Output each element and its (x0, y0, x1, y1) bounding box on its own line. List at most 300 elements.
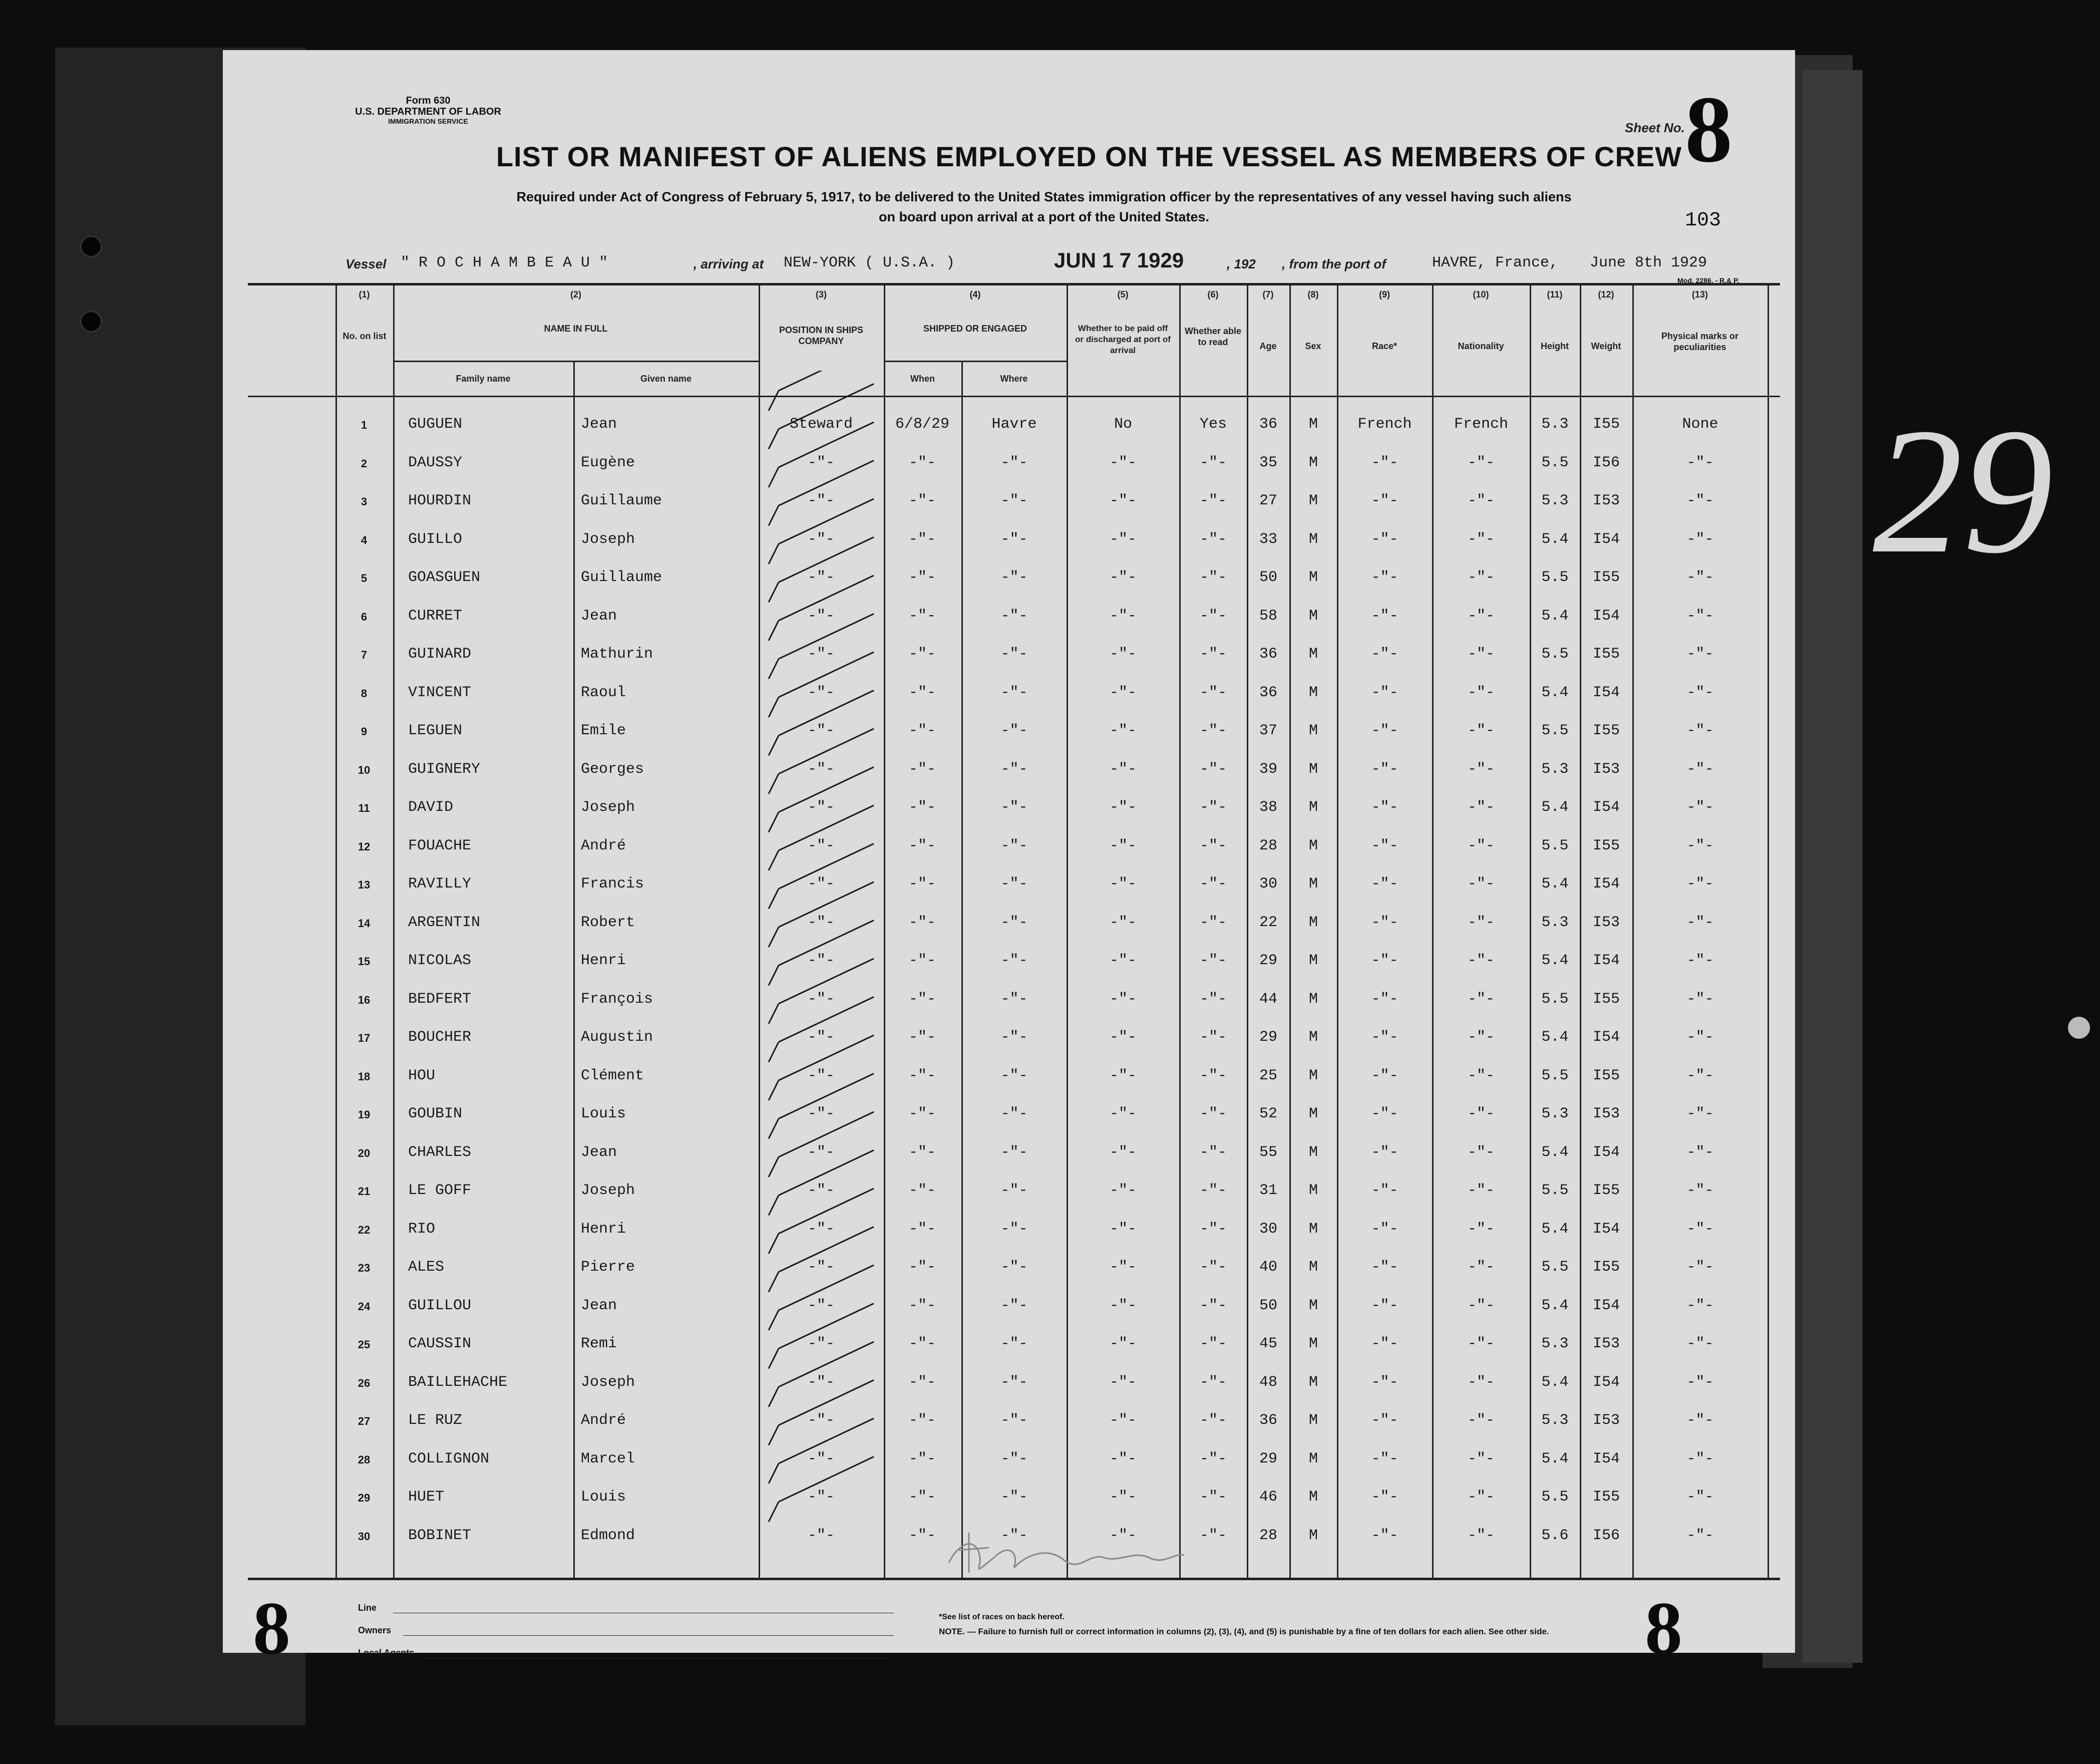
header-no-on-list: No. on list (342, 331, 387, 341)
table-top-rule (248, 283, 1780, 285)
underlying-sheet-right-edge (1803, 70, 1863, 1663)
cell-family: LE GOFF (408, 1182, 472, 1199)
row-number: 17 (358, 1032, 371, 1044)
cell-family: BOBINET (408, 1527, 472, 1544)
cell-weight: I55 (1592, 646, 1620, 663)
cell-paid: -"- (1109, 1335, 1137, 1352)
cell-given: Francis (581, 875, 644, 893)
cell-race: -"- (1371, 492, 1398, 509)
cell-when: -"- (908, 1143, 936, 1161)
cell-position: -"- (807, 492, 835, 509)
check-mark (769, 691, 874, 756)
subheader-rule (393, 361, 759, 362)
cell-race: -"- (1371, 454, 1398, 471)
cell-family: LEGUEN (408, 722, 463, 739)
cell-weight: I55 (1592, 416, 1620, 433)
cell-age: 28 (1259, 837, 1277, 854)
cell-where: -"- (1000, 1182, 1028, 1199)
cell-position: -"- (807, 837, 835, 854)
header-race: Race* (1371, 341, 1397, 351)
cell-where: -"- (1000, 1105, 1028, 1122)
check-mark (769, 575, 874, 641)
cell-read: -"- (1199, 1489, 1227, 1506)
cell-read: -"- (1199, 914, 1227, 931)
cell-age: 29 (1259, 952, 1277, 969)
cell-marks: -"- (1686, 1105, 1714, 1122)
cell-where: -"- (1000, 684, 1028, 701)
cell-given: Jean (581, 1143, 617, 1161)
cell-read: -"- (1199, 990, 1227, 1008)
cell-weight: I53 (1592, 760, 1620, 778)
cell-nat: -"- (1467, 875, 1495, 893)
cell-paid: -"- (1109, 837, 1137, 854)
cell-position: -"- (807, 1412, 835, 1429)
col-rule (573, 361, 575, 1578)
cell-nat: -"- (1467, 1259, 1495, 1276)
header-able-read: Whether able to read (1184, 326, 1242, 347)
header-position: POSITION IN SHIPS COMPANY (779, 325, 864, 346)
cell-height: 5.5 (1541, 1259, 1569, 1276)
cell-position: -"- (807, 990, 835, 1008)
row-number: 5 (361, 572, 368, 584)
check-mark (769, 652, 874, 717)
cell-race: -"- (1371, 1105, 1398, 1122)
cell-where: -"- (1000, 990, 1028, 1008)
cell-height: 5.4 (1541, 607, 1569, 625)
cell-race: -"- (1371, 1450, 1398, 1467)
row-number: 26 (358, 1376, 371, 1389)
row-number: 2 (361, 457, 368, 470)
col-num: (11) (1547, 289, 1563, 300)
cell-where: -"- (1000, 1527, 1028, 1544)
vessel-label: Vessel (345, 256, 387, 271)
row-number: 23 (358, 1262, 371, 1274)
cell-marks: -"- (1686, 1067, 1714, 1084)
row-number: 12 (358, 840, 371, 853)
cell-age: 40 (1259, 1259, 1277, 1276)
line-label: Line (358, 1603, 377, 1613)
cell-when: -"- (908, 1527, 936, 1544)
cell-when: -"- (908, 1067, 936, 1084)
row-number: 7 (361, 649, 368, 661)
cell-nat: -"- (1467, 760, 1495, 778)
cell-given: André (581, 837, 626, 854)
cell-paid: -"- (1109, 1143, 1137, 1161)
cell-paid: -"- (1109, 1412, 1137, 1429)
arrival-date-stamp: JUN 1 7 1929 (1054, 248, 1184, 272)
cell-paid: -"- (1109, 530, 1137, 548)
cell-height: 5.4 (1541, 530, 1569, 548)
cell-where: -"- (1000, 1029, 1028, 1046)
cell-when: -"- (908, 722, 936, 739)
col-rule (1768, 283, 1769, 1578)
cell-paid: -"- (1109, 684, 1137, 701)
cell-where: -"- (1000, 1373, 1028, 1391)
cell-given: Joseph (581, 1182, 635, 1199)
cell-read: -"- (1199, 646, 1227, 663)
cell-where: -"- (1000, 1143, 1028, 1161)
cell-read: -"- (1199, 722, 1227, 739)
check-mark (769, 805, 874, 870)
cell-age: 30 (1259, 875, 1277, 893)
cell-where: -"- (1000, 607, 1028, 625)
cell-position: -"- (807, 1335, 835, 1352)
cell-sex: M (1308, 1259, 1318, 1276)
cell-paid: -"- (1109, 1067, 1137, 1084)
punch-hole (80, 235, 102, 257)
cell-family: ALES (408, 1259, 445, 1276)
cell-family: GUILLO (408, 530, 463, 548)
cell-read: -"- (1199, 1029, 1227, 1046)
cell-marks: -"- (1686, 607, 1714, 625)
cell-sex: M (1308, 1297, 1318, 1314)
cell-nat: -"- (1467, 684, 1495, 701)
row-number: 1 (361, 419, 368, 431)
cell-height: 5.3 (1541, 914, 1569, 931)
cell-given: André (581, 1412, 626, 1429)
cell-when: -"- (908, 875, 936, 893)
cell-position: -"- (807, 607, 835, 625)
owners-field (403, 1635, 894, 1636)
races-note: *See list of races on back hereof. (939, 1613, 1065, 1621)
cell-weight: I55 (1592, 569, 1620, 586)
cell-position: Steward (789, 416, 853, 433)
check-mark (769, 1074, 874, 1139)
form-number: Form 630 (406, 95, 451, 106)
cell-sex: M (1308, 837, 1318, 854)
row-number: 29 (358, 1492, 371, 1504)
col-num: (12) (1598, 289, 1614, 300)
cell-given: Marcel (581, 1450, 635, 1467)
cell-sex: M (1308, 1067, 1318, 1084)
cell-age: 46 (1259, 1489, 1277, 1506)
cell-given: Jean (581, 416, 617, 433)
check-mark (769, 537, 874, 603)
cell-read: -"- (1199, 1297, 1227, 1314)
cell-race: -"- (1371, 684, 1398, 701)
position-check-marks (764, 371, 884, 1573)
page-title: LIST OR MANIFEST OF ALIENS EMPLOYED ON THE VESSEL AS MEMBERS OF CREW (496, 141, 1682, 172)
arriving-label: , arriving at (693, 256, 764, 271)
cell-sex: M (1308, 1527, 1318, 1544)
cell-sex: M (1308, 1335, 1318, 1352)
row-number: 19 (358, 1108, 371, 1121)
check-mark (769, 1189, 874, 1254)
cell-family: NICOLAS (408, 952, 472, 969)
cell-paid: -"- (1109, 646, 1137, 663)
cell-family: GOUBIN (408, 1105, 463, 1122)
cell-paid: -"- (1109, 1029, 1137, 1046)
cell-nat: -"- (1467, 990, 1495, 1008)
cell-given: Joseph (581, 1373, 635, 1391)
cell-where: -"- (1000, 799, 1028, 816)
cell-race: -"- (1371, 1182, 1398, 1199)
cell-paid: -"- (1109, 990, 1137, 1008)
cell-read: -"- (1199, 799, 1227, 816)
cell-family: GUILLOU (408, 1297, 472, 1314)
cell-height: 5.5 (1541, 1489, 1569, 1506)
check-mark (769, 422, 874, 487)
cell-position: -"- (807, 722, 835, 739)
cell-age: 36 (1259, 684, 1277, 701)
cell-given: Henri (581, 952, 626, 969)
cell-age: 35 (1259, 454, 1277, 471)
cell-where: -"- (1000, 1335, 1028, 1352)
cell-nat: -"- (1467, 492, 1495, 509)
cell-when: -"- (908, 607, 936, 625)
cell-age: 28 (1259, 1527, 1277, 1544)
cell-family: FOUACHE (408, 837, 472, 854)
cell-position: -"- (807, 1029, 835, 1046)
cell-position: -"- (807, 1259, 835, 1276)
cell-height: 5.4 (1541, 1220, 1569, 1238)
row-number: 14 (358, 917, 371, 930)
cell-where: -"- (1000, 1297, 1028, 1314)
cell-nat: -"- (1467, 1029, 1495, 1046)
cell-nat: -"- (1467, 569, 1495, 586)
cell-height: 5.4 (1541, 875, 1569, 893)
cell-race: -"- (1371, 875, 1398, 893)
cell-where: -"- (1000, 1259, 1028, 1276)
cell-read: -"- (1199, 492, 1227, 509)
row-number: 4 (361, 533, 368, 546)
cell-weight: I55 (1592, 722, 1620, 739)
check-mark (769, 1418, 874, 1484)
cell-weight: I56 (1592, 1527, 1620, 1544)
cell-given: François (581, 990, 653, 1008)
cell-given: Jean (581, 607, 617, 625)
officer-signature (939, 1523, 1189, 1583)
check-mark (769, 1227, 874, 1292)
cell-age: 29 (1259, 1450, 1277, 1467)
cell-read: -"- (1199, 607, 1227, 625)
cell-given: Joseph (581, 530, 635, 548)
cell-marks: -"- (1686, 492, 1714, 509)
cell-nat: -"- (1467, 454, 1495, 471)
cell-nat: -"- (1467, 1297, 1495, 1314)
cell-when: -"- (908, 1489, 936, 1506)
cell-read: -"- (1199, 1182, 1227, 1199)
cell-weight: I55 (1592, 1067, 1620, 1084)
cell-paid: -"- (1109, 952, 1137, 969)
cell-weight: I54 (1592, 799, 1620, 816)
cell-weight: I53 (1592, 1412, 1620, 1429)
cell-race: -"- (1371, 530, 1398, 548)
cell-age: 38 (1259, 799, 1277, 816)
cell-race: -"- (1371, 1412, 1398, 1429)
row-number: 18 (358, 1070, 371, 1083)
cell-age: 27 (1259, 492, 1277, 509)
cell-marks: -"- (1686, 454, 1714, 471)
cell-position: -"- (807, 569, 835, 586)
sheet-number: 8 (1685, 77, 1732, 182)
cell-when: -"- (908, 1412, 936, 1429)
check-mark (769, 729, 874, 794)
cell-where: -"- (1000, 492, 1028, 509)
header-physical-marks: Physical marks or peculiarities (1661, 331, 1739, 352)
department: U.S. DEPARTMENT OF LABOR (355, 106, 501, 117)
cell-age: 30 (1259, 1220, 1277, 1238)
col-num: (7) (1262, 289, 1274, 300)
col-rule (759, 283, 760, 1578)
cell-when: -"- (908, 1182, 936, 1199)
cell-when: -"- (908, 914, 936, 931)
year-label: , 192 (1227, 256, 1256, 271)
cell-read: -"- (1199, 569, 1227, 586)
cell-height: 5.3 (1541, 1412, 1569, 1429)
cell-family: CAUSSIN (408, 1335, 472, 1352)
cell-weight: I55 (1592, 990, 1620, 1008)
cell-paid: -"- (1109, 722, 1137, 739)
cell-marks: -"- (1686, 1412, 1714, 1429)
check-mark (769, 921, 874, 986)
cell-race: -"- (1371, 569, 1398, 586)
cell-given: Raoul (581, 684, 626, 701)
cell-when: -"- (908, 1220, 936, 1238)
cell-position: -"- (807, 684, 835, 701)
departure-port: HAVRE, France, (1432, 254, 1559, 271)
cell-where: -"- (1000, 760, 1028, 778)
cell-weight: I54 (1592, 1373, 1620, 1391)
row-number: 15 (358, 955, 371, 968)
cell-given: Clément (581, 1067, 644, 1084)
cell-age: 39 (1259, 760, 1277, 778)
cell-race: French (1357, 416, 1412, 433)
header-bottom-rule (248, 396, 1780, 397)
cell-nat: -"- (1467, 1450, 1495, 1467)
cell-race: -"- (1371, 607, 1398, 625)
cell-read: -"- (1199, 530, 1227, 548)
cell-sex: M (1308, 646, 1318, 663)
cell-position: -"- (807, 1297, 835, 1314)
cell-given: Jean (581, 1297, 617, 1314)
cell-sex: M (1308, 454, 1318, 471)
cell-sex: M (1308, 952, 1318, 969)
cell-read: -"- (1199, 837, 1227, 854)
cell-family: GUGUEN (408, 416, 463, 433)
cell-read: -"- (1199, 1105, 1227, 1122)
col-num: (13) (1691, 289, 1708, 300)
cell-marks: -"- (1686, 914, 1714, 931)
cell-read: -"- (1199, 1067, 1227, 1084)
header-name-in-full: NAME IN FULL (544, 324, 608, 334)
col-num: (2) (570, 289, 581, 300)
cell-family: BEDFERT (408, 990, 472, 1008)
cell-weight: I55 (1592, 1182, 1620, 1199)
cell-weight: I53 (1592, 492, 1620, 509)
row-number: 6 (361, 610, 368, 623)
punch-hole (2068, 1017, 2090, 1039)
row-number: 22 (358, 1223, 371, 1236)
cell-height: 5.4 (1541, 799, 1569, 816)
cell-marks: -"- (1686, 1182, 1714, 1199)
row-number: 25 (358, 1338, 371, 1351)
cell-race: -"- (1371, 952, 1398, 969)
check-mark (769, 1457, 874, 1522)
col-num: (3) (816, 289, 827, 300)
col-num: (5) (1117, 289, 1129, 300)
cell-marks: -"- (1686, 1029, 1714, 1046)
cell-read: -"- (1199, 1527, 1227, 1544)
cell-race: -"- (1371, 1527, 1398, 1544)
cell-when: -"- (908, 684, 936, 701)
cell-weight: I54 (1592, 952, 1620, 969)
cell-race: -"- (1371, 1067, 1398, 1084)
cell-height: 5.5 (1541, 837, 1569, 854)
cell-position: -"- (807, 799, 835, 816)
cell-paid: -"- (1109, 607, 1137, 625)
cell-where: -"- (1000, 646, 1028, 663)
cell-age: 55 (1259, 1143, 1277, 1161)
cell-marks: -"- (1686, 1259, 1714, 1276)
cell-given: Robert (581, 914, 635, 931)
row-number: 9 (361, 725, 368, 738)
cell-when: -"- (908, 492, 936, 509)
cell-age: 31 (1259, 1182, 1277, 1199)
cell-race: -"- (1371, 837, 1398, 854)
cell-nat: -"- (1467, 1220, 1495, 1238)
cell-age: 50 (1259, 1297, 1277, 1314)
cell-height: 5.5 (1541, 722, 1569, 739)
manifest-sheet (223, 50, 1795, 1670)
cell-age: 36 (1259, 416, 1277, 433)
cell-sex: M (1308, 684, 1318, 701)
cell-position: -"- (807, 1067, 835, 1084)
cell-where: -"- (1000, 530, 1028, 548)
header-when: When (910, 374, 935, 384)
departure-date: June 8th 1929 (1590, 254, 1707, 271)
cell-given: Guillaume (581, 569, 662, 586)
col-num: (8) (1307, 289, 1319, 300)
cell-nat: -"- (1467, 799, 1495, 816)
cell-race: -"- (1371, 760, 1398, 778)
cell-given: Emile (581, 722, 626, 739)
cell-paid: -"- (1109, 1259, 1137, 1276)
cell-race: -"- (1371, 646, 1398, 663)
cell-race: -"- (1371, 1373, 1398, 1391)
cell-paid: -"- (1109, 1297, 1137, 1314)
cell-when: -"- (908, 454, 936, 471)
cell-family: CURRET (408, 607, 463, 625)
cell-read: -"- (1199, 1373, 1227, 1391)
check-mark (769, 384, 874, 449)
cell-family: LE RUZ (408, 1412, 463, 1429)
cell-where: -"- (1000, 875, 1028, 893)
service: IMMIGRATION SERVICE (388, 117, 468, 125)
cell-marks: -"- (1686, 1373, 1714, 1391)
cell-paid: -"- (1109, 914, 1137, 931)
cell-position: -"- (807, 914, 835, 931)
cell-age: 45 (1259, 1335, 1277, 1352)
arriving-port: NEW-YORK ( U.S.A. ) (784, 254, 955, 271)
header-given-name: Given name (640, 374, 692, 384)
cell-family: VINCENT (408, 684, 472, 701)
row-number: 11 (358, 802, 370, 814)
cell-weight: I54 (1592, 875, 1620, 893)
cell-read: -"- (1199, 1335, 1227, 1352)
cell-nat: -"- (1467, 646, 1495, 663)
cell-given: Pierre (581, 1259, 635, 1276)
cell-age: 48 (1259, 1373, 1277, 1391)
cell-paid: -"- (1109, 799, 1137, 816)
check-mark (769, 614, 874, 679)
cell-when: -"- (908, 530, 936, 548)
cell-when: -"- (908, 990, 936, 1008)
sheet-mark-left: 8 (253, 1587, 290, 1670)
cell-race: -"- (1371, 1259, 1398, 1276)
cell-read: -"- (1199, 684, 1227, 701)
header-where: Where (1000, 374, 1028, 384)
